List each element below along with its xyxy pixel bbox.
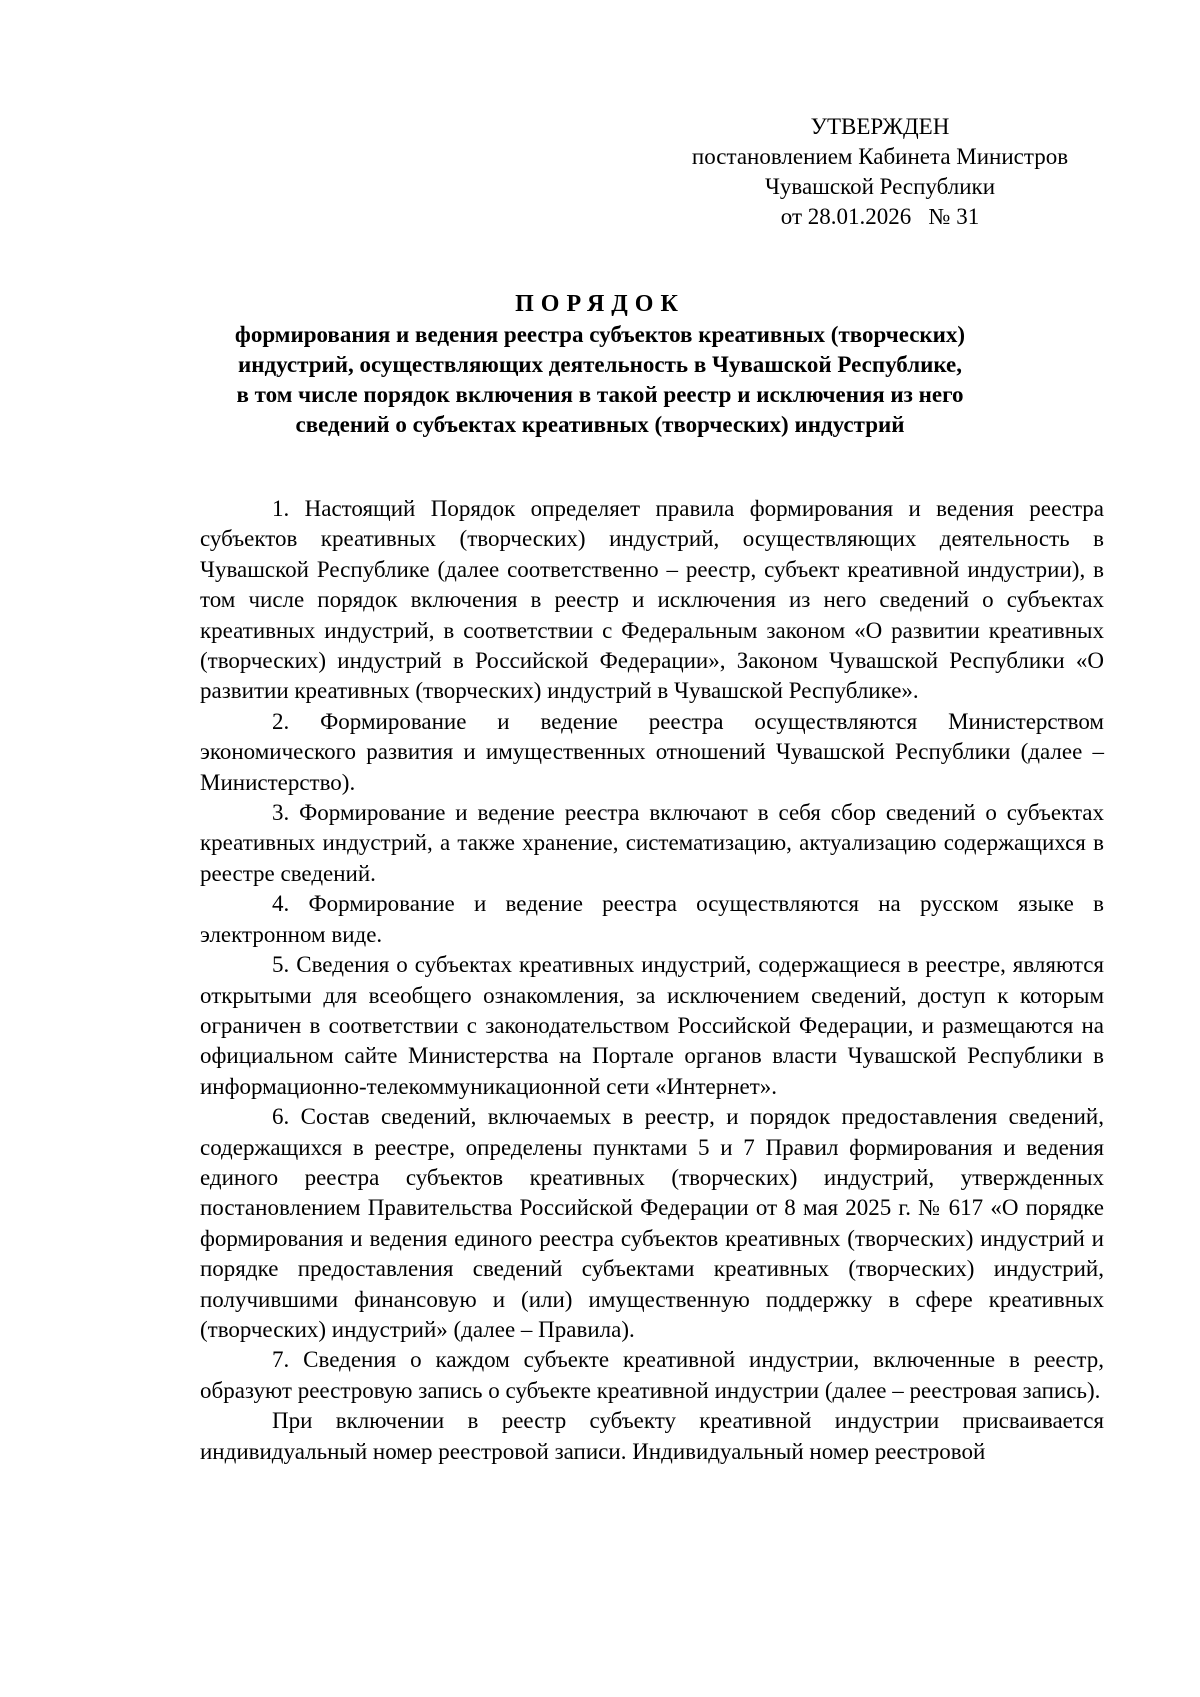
- document-title: [180, 288, 1020, 440]
- paragraph-8: При включении в реестр субъекту креативной индустрии присваивается индивидуальный номер реестровой записи. Индивидуальный номер реестровой: [200, 1408, 1104, 1464]
- approval-date-number: от 28.01.2026 № 31: [780, 204, 980, 229]
- title-subtitle-line: формирования и ведения реестра субъектов креативных (творческих): [234, 322, 966, 347]
- title-subtitle-line: сведений о субъектах креативных (творческих) индустрий: [295, 412, 905, 437]
- paragraph-3: 3. Формирование и ведение реестра включают в себя сбор сведений о субъектах креативных индустрий, а также хранение, систематизацию, актуализацию содержащихся в реестре сведений.: [200, 800, 1104, 886]
- title-subtitle-line: индустрий, осуществляющих деятельность в Чувашской Республике,: [238, 352, 962, 377]
- paragraph-2: 2. Формирование и ведение реестра осуществляются Министерством экономического развития и имущественных отношений Чувашской Республики (далее – Министерство).: [200, 708, 1104, 795]
- paragraph-5: 5. Сведения о субъектах креативных индустрий, содержащиеся в реестре, являются открытыми для всеобщего ознакомления, за исключением сведений, доступ к которым ограничен в соответствии с законодательством Российской Федерации, и размещаются на официальном сайте Министерства на Портале органов власти Чувашской Республики в информационно-телекоммуникационной сети «Интернет».: [200, 952, 1104, 1099]
- approval-label: УТВЕРЖДЕН: [810, 114, 950, 139]
- paragraph-6: 6. Состав сведений, включаемых в реестр, и порядок предоставления сведений, содержащихся в реестре, определены пунктами 5 и 7 Правил формирования и ведения единого реестра субъектов креативных (творческих) индустрий, утвержденных постановлением Правительства Российской Федерации от 8 мая 2025 г. № 617 «О порядке формирования и ведения единого реестра субъектов креативных (творческих) индустрий и порядке предоставления сведений субъектами креативных (творческих) индустрий, получившими финансовую и (или) имущественную поддержку в сфере креативных (творческих) индустрий» (далее – Правила).: [200, 1104, 1104, 1342]
- approval-stamp: [640, 112, 1120, 232]
- title-subtitle-line: в том числе порядок включения в такой реестр и исключения из него: [236, 382, 964, 407]
- paragraph-7: 7. Сведения о каждом субъекте креативной индустрии, включенные в реестр, образуют реестровую запись о субъекте креативной индустрии (далее – реестровая запись).: [200, 1347, 1104, 1403]
- paragraph-1: 1. Настоящий Порядок определяет правила формирования и ведения реестра субъектов креативных (творческих) индустрий, осуществляющих деятельность в Чувашской Республике (далее соответственно – реестр, субъект креативной индустрии), в том числе порядок включения в реестр и исключения из него сведений о субъектах креативных индустрий, в соответствии с Федеральным законом «О развитии креативных (творческих) индустрий в Российской Федерации», Законом Чувашской Республики «О развитии креативных (творческих) индустрий в Чувашской Республике».: [200, 496, 1104, 704]
- document-body: [200, 494, 1104, 1467]
- title-heading: ПОРЯДОК: [515, 291, 685, 317]
- approval-issuer: постановлением Кабинета Министров: [691, 144, 1069, 169]
- approval-region: Чувашской Республики: [764, 174, 996, 199]
- paragraph-4: 4. Формирование и ведение реестра осуществляются на русском языке в электронном виде.: [200, 891, 1104, 947]
